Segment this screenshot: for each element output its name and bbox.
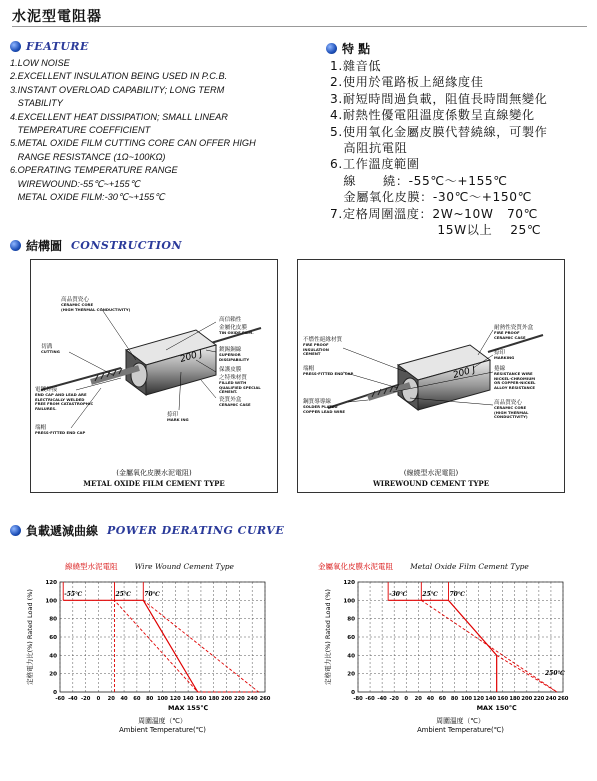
x-tick-label: 260 [259,696,271,702]
x-tick-label: -20 [80,696,91,702]
x-tick-label: 180 [509,696,521,702]
series-line [421,600,557,692]
y-tick-label: 120 [45,580,57,586]
tedian-line: 15W以上 25℃ [330,223,542,238]
y-tick-label: 60 [347,635,355,641]
feature-line: WIREWOUND:-55℃~+155℃ [10,178,140,189]
construction-heading-zh: 結構圖 [26,239,63,253]
x-tick-label: 160 [497,696,509,702]
metal-oxide-derating-chart [298,570,597,781]
caption-zh: (金屬氧化皮膜水泥電阻) [116,469,192,477]
tedian-line: 高阻抗電阻 [330,141,408,156]
resistor-marking: 200 J [179,349,204,365]
label-ceramic-core: 高品質瓷心 CERAMIC CORE (HIGH THERMAL CONDUCTIVITY) [494,400,529,420]
x-axis-label-en: Ambient Temperature(℃) [417,726,504,734]
wirewound-diagram [297,259,565,493]
metal-oxide-diagram [30,259,278,493]
blue-bullet-icon [326,43,337,54]
derating-heading-en: POWER DERATING CURVE [107,524,285,537]
x-tick-label: 240 [545,696,557,702]
blue-bullet-icon [10,525,21,536]
temperature-annotation: -55℃ [64,591,83,598]
feature-list [10,57,256,204]
label-end-cap: 端帽 PRESS-FITTED END CAP [303,366,354,376]
feature-line: 3.INSTANT OVERLOAD CAPABILITY; LONG TERM [10,84,225,95]
y-tick-label: 80 [347,616,355,623]
x-tick-label: 140 [485,696,497,702]
x-tick-label: 0 [404,696,409,702]
tedian-line: 1.雜音低 [330,59,382,73]
caption-zh: (線繞型水泥電阻) [403,469,459,477]
tedian-heading [326,40,370,57]
max-temp-label: MAX 150℃ [476,704,517,712]
x-tick-label: -40 [68,696,78,702]
temperature-annotation: 70℃ [144,591,160,598]
y-tick-label: 20 [347,671,355,678]
feature-line: 2.EXCELLENT INSULATION BEING USED IN P.C.B. [10,71,228,82]
x-tick-label: -80 [353,696,363,702]
label-ceramic-core: 高品質瓷心 CERAMIC CORE (HIGH THERMAL CONDUCTIVITY) [61,297,131,312]
x-tick-label: 160 [195,696,207,702]
x-tick-label: 100 [157,696,168,702]
feature-line: 1.LOW NOISE [10,58,70,68]
y-tick-label: 40 [347,653,355,660]
temperature-annotation: 250℃ [544,669,565,677]
tedian-line: 3.耐短時間過負載，阻值長時間無變化 [330,91,548,106]
feature-heading [10,40,89,53]
label-fire-proof-case: 耐熱性瓷質外盒 FIRE PROOF CERAMIC CASE [494,325,534,340]
y-tick-label: 40 [49,653,57,660]
x-tick-label: 260 [557,696,569,702]
derating-heading-zh: 負載遞減曲線 [26,524,99,538]
x-tick-label: 60 [438,696,447,702]
feature-line: TEMPERATURE COEFFICIENT [10,125,151,136]
temperature-annotation: 25℃ [115,591,131,598]
y-tick-label: 0 [53,690,57,696]
x-tick-label: -20 [389,696,399,702]
x-axis-label-zh: 周圍溫度（℃） [138,717,187,725]
feature-line: 4.EXCELLENT HEAT DISSIPATION; SMALL LINEAR [10,111,228,122]
label-fire-proof-insulation: 不燃性絕緣材質 FIRE PROOF INSULATION CEMENT [303,337,343,357]
wirewound-resistor-drawing [298,260,564,460]
x-tick-label: 140 [182,696,194,702]
series-line [63,600,198,692]
tedian-line: 2.使用於電路板上絕緣度佳 [330,75,484,90]
x-tick-label: 40 [426,696,434,702]
construction-heading-en: CONSTRUCTION [71,239,182,252]
label-marking: 捺印 MARKING [494,350,515,360]
x-tick-label: 180 [208,696,220,702]
y-tick-label: 20 [49,671,57,678]
construction-heading [10,237,182,254]
y-tick-label: 80 [49,616,57,623]
blue-bullet-icon [10,41,21,52]
tedian-line: 4.耐熱性優電阻溫度係數呈直線變化 [330,108,535,123]
label-tinned-copper-wire: 鍍錫銅線 SUPERIOR DISSIPABILITY [219,347,250,362]
x-tick-label: -60 [365,696,375,702]
x-tick-label: 80 [146,696,154,702]
series-line [114,600,197,692]
y-axis-label: 定格電力比(%) Rated Load (%) [26,589,34,685]
resistor-marking: 200 J [452,365,477,381]
plot-frame [358,582,563,692]
wirewound-derating-chart [0,570,298,781]
x-tick-label: 220 [533,696,545,702]
temperature-annotation: 70℃ [449,591,465,598]
x-tick-label: 200 [521,696,533,702]
title-divider [12,26,587,27]
blue-bullet-icon [10,240,21,251]
tedian-list [330,58,547,238]
label-cutting: 切溝 CUTTING [41,344,60,354]
tedian-line: 線 繞：-55℃～+155℃ [330,173,508,188]
y-tick-label: 60 [49,635,57,641]
x-axis-label-zh: 周圍溫度（℃） [436,717,485,725]
x-tick-label: 120 [473,696,485,702]
feature-line: RANGE RESISTANCE (1Ω~100KΩ) [10,151,166,162]
x-tick-label: 40 [120,696,128,702]
x-tick-label: 60 [133,696,141,702]
temperature-annotation: 25℃ [422,591,438,598]
feature-line: 6.OPERATING TEMPERATURE RANGE [10,165,178,176]
x-tick-label: -40 [377,696,387,702]
x-axis-label-en: Ambient Temperature(℃) [119,726,206,734]
label-resistance-wire: 捲線 RESISTANCE WIRE NICKEL-CHROMIUM OR COPPER-NICKEL ALLOY RESISTANCE [494,366,536,390]
x-tick-label: 20 [107,696,115,702]
x-tick-label: 240 [246,696,258,702]
feature-line: 5.METAL OXIDE FILM CUTTING CORE CAN OFFER HIGH [10,138,256,149]
caption-en: WIREWOUND CEMENT TYPE [372,479,490,488]
label-end-cap: 端帽 PRESS-FITTED END CAP [35,425,86,435]
y-axis-label: 定格電力比(%) Rated Load (%) [324,589,332,685]
label-electrically-welded: 電鍍焊接 END CAP AND LEAD ARE ELECTRICALLY WELDED FREE FROM CATASTROPHIC FAILURES. [35,387,94,411]
label-ceramic-case: 瓷質外盒 CERAMIC CASE [219,397,251,407]
tedian-heading-text: 特 點 [342,42,371,56]
y-tick-label: 100 [343,598,355,605]
label-marking: 捺印 MARK ING [167,412,189,422]
tedian-line: 7.定格周圍溫度：2W~10W 70℃ [330,206,538,221]
y-tick-label: 0 [351,690,355,696]
caption-en: METAL OXIDE FILM CEMENT TYPE [83,479,225,488]
max-temp-label: MAX 155℃ [168,704,209,712]
y-tick-label: 100 [45,598,57,605]
y-tick-label: 120 [343,580,355,586]
label-copper-lead-wire: 鋼質導導線 SOLDER PLATED COPPER LEAD WIRE [303,399,345,414]
label-tin-oxide-film: 高信賴性 金屬化皮膜 TIN OXIDE FILM. [219,317,254,335]
x-tick-label: 20 [414,696,422,702]
x-tick-label: 220 [233,696,245,702]
tedian-line: 金屬氧化皮膜：-30℃～+150℃ [330,190,532,205]
tedian-line: 5.使用氧化金屬皮膜代替繞線，可製作 [330,124,548,139]
x-tick-label: 200 [221,696,232,702]
chart2-title: 金屬氧化皮膜水泥電阻 Metal Oxide Film Cement Type [318,562,529,571]
x-tick-label: 0 [96,696,101,702]
page-title: 水泥型電阻器 [12,9,102,25]
x-tick-label: 80 [450,696,459,702]
temperature-annotation: -30℃ [389,591,408,598]
feature-line: STABILITY [10,98,63,109]
feature-line: METAL OXIDE FILM:-30℃~+155℃ [10,192,165,203]
chart1-title: 線繞型水泥電阻 Wire Wound Cement Type [65,562,234,571]
x-tick-label: 120 [169,696,181,702]
x-tick-label: -60 [55,696,65,702]
feature-heading-text: FEATURE [26,40,89,53]
tedian-line: 6.工作溫度範圍 [330,157,420,172]
derating-heading [10,522,284,539]
label-special-cement: 保護皮膜 之特殊材質 FILLED WITH QUALIFIED SPECIAL CEMENT. [219,367,261,395]
x-tick-label: 100 [461,696,472,702]
